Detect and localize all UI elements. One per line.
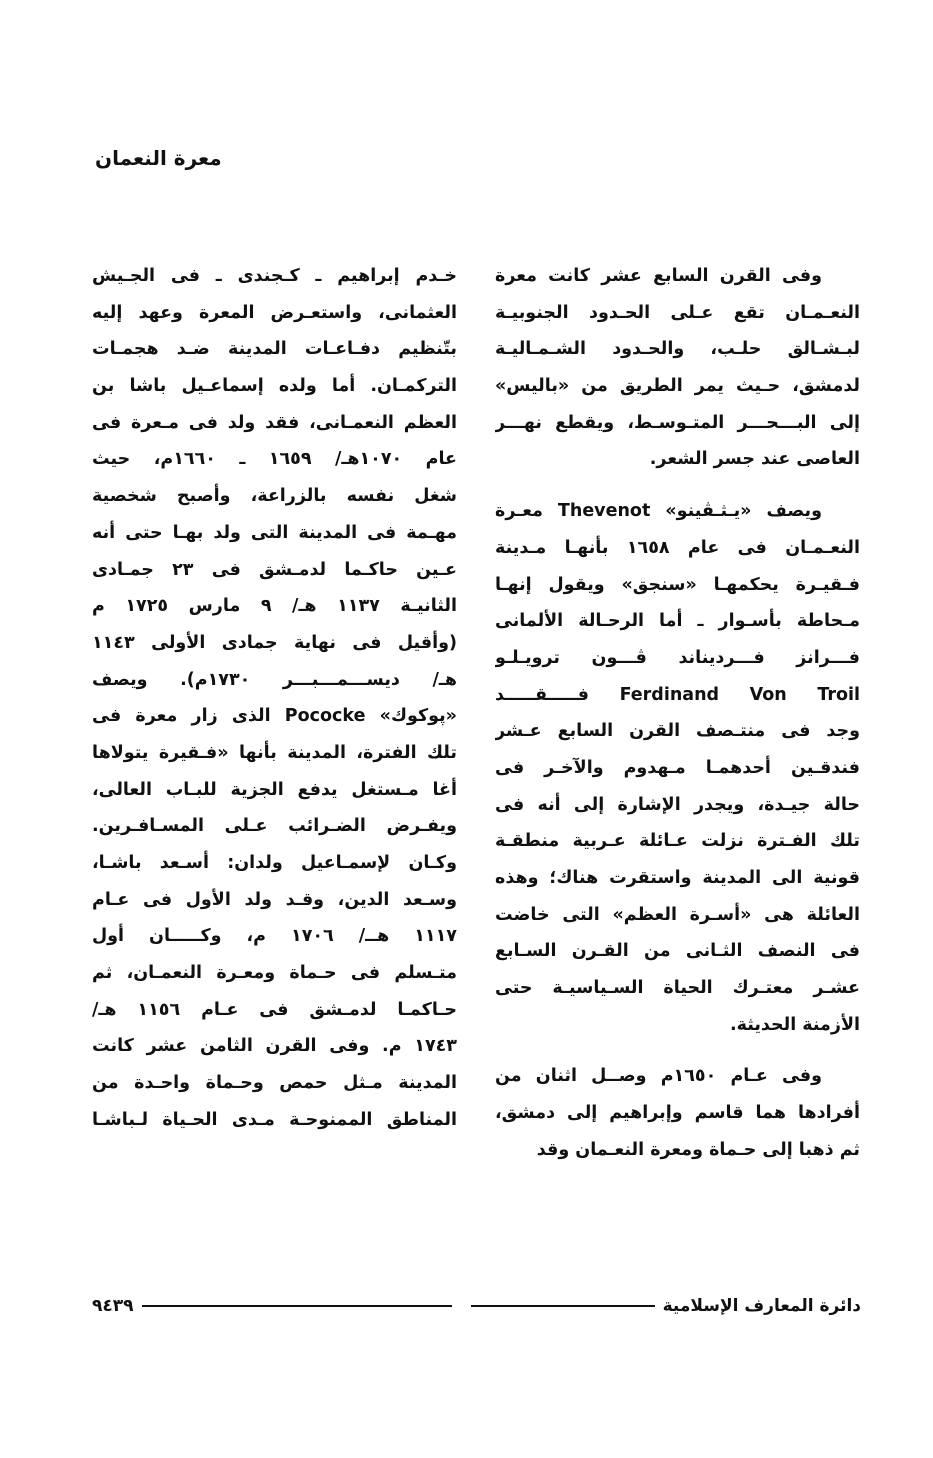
page-number: ٩٤٣٩ bbox=[92, 1296, 134, 1316]
right-column bbox=[495, 258, 860, 1184]
text-line: المناطق الممنوحـة مـدى الحـياة لـباشـا bbox=[92, 1109, 457, 1130]
text-line: أغا مـستغل يدفع الجزية للبـاب العالى، bbox=[92, 779, 457, 800]
text-line: قونية الى المدينة واستقرت هناك؛ وهذه bbox=[495, 868, 860, 888]
text-line: ١١١٧ هــ/ ١٧٠٦ م، وكـــــان أول bbox=[92, 926, 457, 947]
text-line: ويصف «يـثـڤينو» Thevenot معـرة bbox=[495, 501, 822, 522]
text-line: حالة جيـدة، ويجدر الإشارة إلى أنه فى bbox=[495, 794, 860, 815]
footer-rule bbox=[142, 1305, 452, 1307]
text-line: النعـمـان فى عام ١٦٥٨ بأنهـا مـدينة bbox=[495, 537, 860, 558]
text-line: التركمـان. أما ولده إسماعـيل باشا بن bbox=[92, 376, 457, 397]
text-line: الأزمنة الحديثة. bbox=[729, 1014, 860, 1035]
text-line: ثم ذهبا إلى حـماة ومعرة النعـمان وقد bbox=[536, 1139, 860, 1160]
text-line: خـدم إبراهيم ـ كـجندى ـ فى الجـيش bbox=[92, 266, 457, 286]
text-line: تلك الفترة، المدينة بأنها «فـقيرة يتولاها bbox=[92, 742, 457, 763]
text-line: Ferdinand Von Troil فـــــقـــــد bbox=[495, 684, 860, 705]
paragraph bbox=[495, 258, 860, 478]
text-line: بتّنظيم دفـاعـات المدينة ضـد هجمـات bbox=[92, 339, 457, 360]
text-line: فى النصف الثـانى من القـرن السـابع bbox=[495, 941, 860, 962]
text-line: فندقـين أحدهمـا مـهدوم والآخـر فى bbox=[495, 757, 860, 778]
text-line: هـ/ ديســـمـــبـــر ١٧٣٠م). ويصف bbox=[92, 669, 457, 690]
text-line: ١٧٤٣ م. وفى القرن الثامن عشر كانت bbox=[92, 1036, 457, 1057]
text-line: فـــرانز فـــرديناند ڤـــون ترويـلـو bbox=[495, 647, 860, 668]
text-line: وكـان لإسمـاعيل ولدان: أسـعد باشـا، bbox=[92, 853, 457, 873]
text-line: العائلة هى «أسـرة العظم» التى خاضت bbox=[495, 904, 860, 925]
text-line: متـسلم فى حـماة ومعـرة النعمـان، ثم bbox=[92, 963, 457, 984]
text-line: مهـمة فى المدينة التى ولد بهـا حتى أنه bbox=[92, 522, 457, 543]
text-line: ويفـرض الضـرائب عـلى المسـافـرين. bbox=[92, 816, 457, 837]
text-line: عشـر معتـرك الحياة السـياسيـة حتى bbox=[495, 978, 860, 999]
text-line: لدمشق، حـيث يمر الطريق من «باليس» bbox=[495, 376, 860, 397]
paragraph bbox=[92, 258, 457, 1139]
running-header: معرة النعمان bbox=[95, 146, 222, 170]
text-line: شغل نفسه بالزراعة، وأصبح شخصية bbox=[92, 486, 457, 507]
text-line: إلى البـــحـــر المتـوسـط، ويقطع نهـــر bbox=[495, 412, 860, 433]
paragraph bbox=[495, 1058, 860, 1168]
left-column bbox=[92, 258, 457, 1154]
text-line: عـين حاكـما لدمـشق فى ٢٣ جمـادى bbox=[92, 559, 457, 580]
text-line: وفى عـام ١٦٥٠م وصــل اثنان من bbox=[495, 1066, 823, 1087]
paragraph bbox=[495, 493, 860, 1043]
text-line: أفرادها هما قاسم وإبراهيم إلى دمشق، bbox=[495, 1103, 860, 1124]
text-line: العثمانى، واستعـرض المعرة وعهد إليه bbox=[92, 302, 457, 323]
text-line: وجد فى منتـصف القرن السابع عـشر bbox=[495, 721, 860, 742]
text-line: وسـعد الدين، وقـد ولد الأول فى عـام bbox=[92, 889, 457, 910]
text-line: فـقيـرة يحكمهـا «سنجق» ويقول إنهـا bbox=[495, 574, 860, 595]
footer-rule bbox=[471, 1305, 655, 1307]
text-line: مـحاطة بأسـوار ـ أما الرحـالة الألمانى bbox=[495, 611, 860, 632]
text-line: تلك الفـترة نزلت عـائلة عـربية منطقـة bbox=[495, 831, 860, 852]
text-line: عام ١٠٧٠هـ/ ١٦٥٩ ـ ١٦٦٠م، حيث bbox=[92, 449, 457, 470]
text-line: لبـشـالق حلـب، والحـدود الشـمـاليـة bbox=[495, 339, 860, 360]
footer-publication bbox=[471, 1296, 861, 1316]
text-line: الثانيـة ١١٣٧ هـ/ ٩ مارس ١٧٢٥ م bbox=[92, 596, 457, 617]
text-line: النعـمـان تقع عـلى الحـدود الجنوبيـة bbox=[495, 302, 860, 323]
publication-title: دائرة المعارف الإسلامية bbox=[662, 1296, 861, 1316]
text-line: حـاكمـا لدمـشق فى عـام ١١٥٦ هـ/ bbox=[92, 999, 457, 1020]
footer-page bbox=[92, 1296, 452, 1316]
text-line: «پوكوك» Pococke الذى زار معرة فى bbox=[92, 706, 457, 727]
text-line: (وأقيل فى نهاية جمادى الأولى ١١٤٣ bbox=[92, 632, 457, 653]
text-line: العاصى عند جسر الشعر. bbox=[649, 449, 860, 470]
text-line: وفى القرن السابع عشر كانت معرة bbox=[495, 266, 822, 286]
text-line: العظم النعمـانى، فقد ولد فى مـعرة فى bbox=[92, 412, 457, 433]
text-line: المدينة مـثل حمص وحـماة واحـدة من bbox=[92, 1073, 457, 1094]
